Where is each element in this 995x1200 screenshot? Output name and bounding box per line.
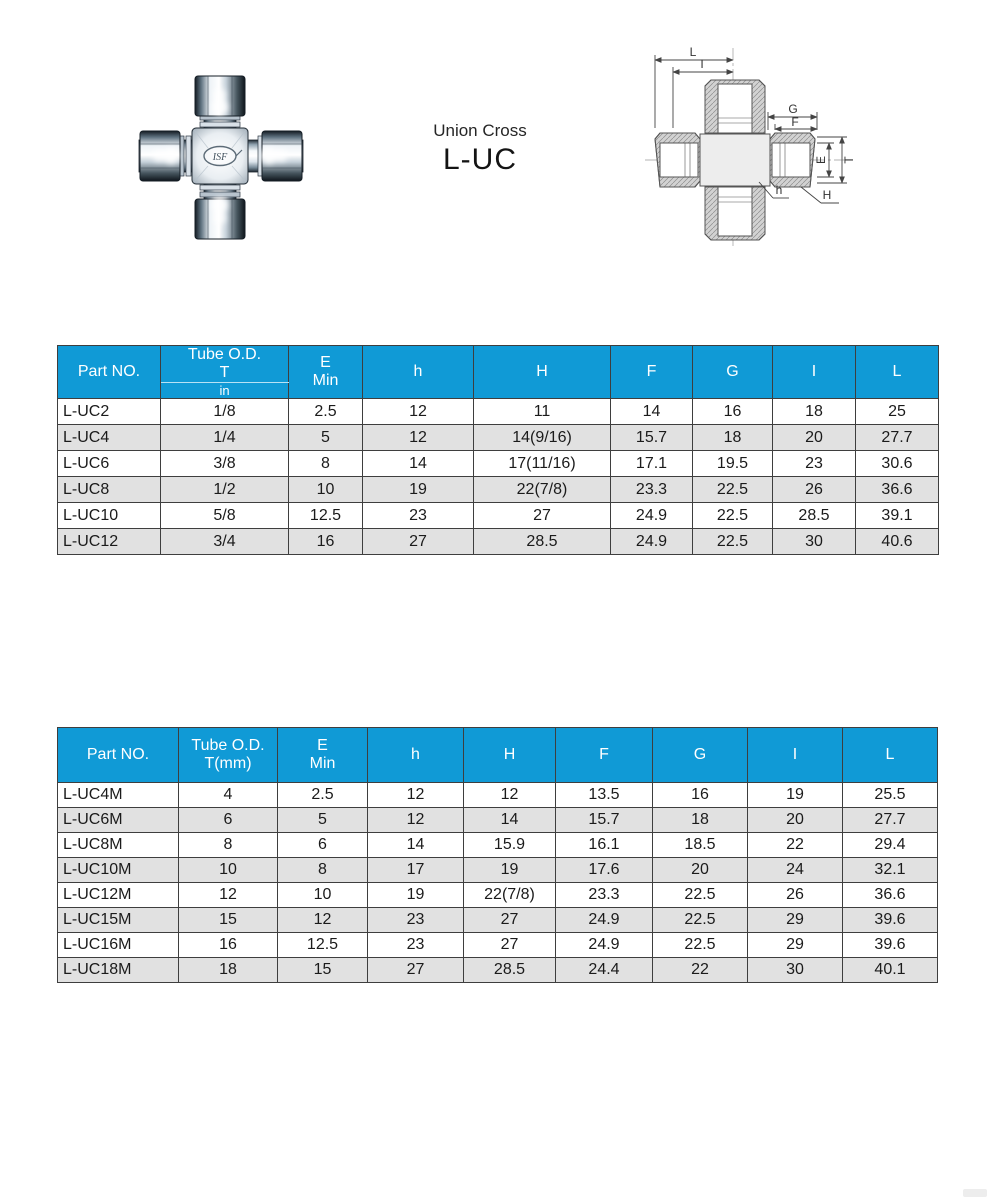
- value-cell: 18: [179, 958, 278, 983]
- value-cell: 18: [773, 399, 856, 425]
- value-cell: 12: [278, 908, 368, 933]
- value-cell: 30.6: [856, 451, 939, 477]
- table-row: [58, 399, 939, 425]
- value-cell: 22.5: [653, 883, 748, 908]
- col-header-tube-od: [179, 728, 278, 783]
- value-cell: 22.5: [693, 503, 773, 529]
- dim-label-E: E: [814, 155, 828, 165]
- inch-dimension-table: [57, 345, 939, 555]
- part-no-cell: L-UC6M: [58, 808, 179, 833]
- value-cell: 28.5: [474, 529, 611, 555]
- part-no-cell: L-UC4M: [58, 783, 179, 808]
- value-cell: 15: [179, 908, 278, 933]
- table-row: [58, 883, 938, 908]
- dim-label-F: F: [791, 115, 799, 129]
- inch-table-header: [58, 346, 939, 399]
- col-header-tube-unit: in: [161, 383, 289, 399]
- value-cell: 22: [653, 958, 748, 983]
- value-cell: 8: [289, 451, 363, 477]
- value-cell: 32.1: [843, 858, 938, 883]
- part-no-cell: L-UC10: [58, 503, 161, 529]
- value-cell: 19: [368, 883, 464, 908]
- value-cell: 22.5: [653, 933, 748, 958]
- part-no-cell: L-UC6: [58, 451, 161, 477]
- title-block: [380, 120, 580, 178]
- table-row: [58, 425, 939, 451]
- dim-label-L: L: [689, 45, 697, 59]
- col-header-h: h: [368, 728, 464, 783]
- col-header-H: H: [464, 728, 556, 783]
- value-cell: 27.7: [843, 808, 938, 833]
- value-cell: 19: [363, 477, 474, 503]
- value-cell: 27: [363, 529, 474, 555]
- fitting-body: [693, 126, 777, 194]
- value-cell: 27: [464, 933, 556, 958]
- value-cell: 28.5: [464, 958, 556, 983]
- value-cell: 17.1: [611, 451, 693, 477]
- value-cell: 24.4: [556, 958, 653, 983]
- col-header-e-min: [289, 346, 363, 399]
- value-cell: 30: [773, 529, 856, 555]
- value-cell: 2.5: [289, 399, 363, 425]
- value-cell: 10: [278, 883, 368, 908]
- value-cell: 8: [179, 833, 278, 858]
- header-line: Min: [309, 755, 336, 772]
- table-row: [58, 783, 938, 808]
- value-cell: 27: [464, 908, 556, 933]
- value-cell: 16: [653, 783, 748, 808]
- isf-logo-text: ISF: [212, 152, 228, 163]
- table-row: [58, 477, 939, 503]
- value-cell: 26: [773, 477, 856, 503]
- value-cell: 12: [363, 399, 474, 425]
- header-line: Tube O.D.: [187, 346, 262, 363]
- value-cell: 24.9: [611, 503, 693, 529]
- value-cell: 14(9/16): [474, 425, 611, 451]
- part-no-cell: L-UC16M: [58, 933, 179, 958]
- value-cell: 12: [464, 783, 556, 808]
- value-cell: 22.5: [653, 908, 748, 933]
- value-cell: 1/2: [161, 477, 289, 503]
- dim-label-I: I: [700, 57, 704, 71]
- value-cell: 26: [748, 883, 843, 908]
- value-cell: 22: [748, 833, 843, 858]
- table-row: [58, 529, 939, 555]
- footer-mark: [963, 1189, 987, 1197]
- value-cell: 16: [693, 399, 773, 425]
- value-cell: 24.9: [556, 908, 653, 933]
- part-no-cell: L-UC15M: [58, 908, 179, 933]
- value-cell: 14: [611, 399, 693, 425]
- value-cell: 1/4: [161, 425, 289, 451]
- part-no-cell: L-UC4: [58, 425, 161, 451]
- value-cell: 20: [773, 425, 856, 451]
- dim-label-h: h: [775, 183, 783, 197]
- col-header-I: I: [773, 346, 856, 399]
- value-cell: 36.6: [856, 477, 939, 503]
- dim-label-G: G: [788, 102, 798, 116]
- value-cell: 6: [278, 833, 368, 858]
- value-cell: 14: [363, 451, 474, 477]
- value-cell: 15: [278, 958, 368, 983]
- col-header-G: G: [653, 728, 748, 783]
- value-cell: 12: [179, 883, 278, 908]
- value-cell: 8: [278, 858, 368, 883]
- header-line: Tube O.D.: [191, 737, 265, 754]
- value-cell: 18.5: [653, 833, 748, 858]
- value-cell: 23.3: [611, 477, 693, 503]
- value-cell: 25.5: [843, 783, 938, 808]
- value-cell: 24.9: [611, 529, 693, 555]
- value-cell: 6: [179, 808, 278, 833]
- col-header-e-min: [278, 728, 368, 783]
- value-cell: 12.5: [289, 503, 363, 529]
- col-header-tube-od: [161, 346, 289, 383]
- value-cell: 27: [474, 503, 611, 529]
- value-cell: 5: [278, 808, 368, 833]
- value-cell: 17.6: [556, 858, 653, 883]
- value-cell: 5/8: [161, 503, 289, 529]
- header-line: T(mm): [204, 755, 252, 772]
- value-cell: 12.5: [278, 933, 368, 958]
- value-cell: 3/8: [161, 451, 289, 477]
- metric-table-header: [58, 728, 938, 783]
- value-cell: 13.5: [556, 783, 653, 808]
- value-cell: 27.7: [856, 425, 939, 451]
- value-cell: 10: [289, 477, 363, 503]
- col-header-H: H: [474, 346, 611, 399]
- value-cell: 17: [368, 858, 464, 883]
- metric-dimension-table: [57, 727, 938, 983]
- value-cell: 16.1: [556, 833, 653, 858]
- value-cell: 12: [368, 783, 464, 808]
- col-header-F: F: [611, 346, 693, 399]
- value-cell: 23.3: [556, 883, 653, 908]
- header-line: Min: [312, 372, 339, 389]
- value-cell: 2.5: [278, 783, 368, 808]
- value-cell: 11: [474, 399, 611, 425]
- value-cell: 27: [368, 958, 464, 983]
- value-cell: 39.6: [843, 908, 938, 933]
- header-line: T: [219, 364, 230, 381]
- value-cell: 23: [773, 451, 856, 477]
- col-header-part-no: Part NO.: [58, 728, 179, 783]
- value-cell: 39.6: [843, 933, 938, 958]
- part-no-cell: L-UC8: [58, 477, 161, 503]
- col-header-F: F: [556, 728, 653, 783]
- value-cell: 28.5: [773, 503, 856, 529]
- value-cell: 40.1: [843, 958, 938, 983]
- col-header-G: G: [693, 346, 773, 399]
- product-name: Union Cross: [433, 121, 527, 140]
- value-cell: 14: [368, 833, 464, 858]
- value-cell: 30: [748, 958, 843, 983]
- col-header-L: L: [856, 346, 939, 399]
- product-photo-graphic: [138, 74, 304, 242]
- value-cell: 15.7: [611, 425, 693, 451]
- col-header-I: I: [748, 728, 843, 783]
- value-cell: 3/4: [161, 529, 289, 555]
- value-cell: 36.6: [843, 883, 938, 908]
- value-cell: 22(7/8): [474, 477, 611, 503]
- part-no-cell: L-UC12M: [58, 883, 179, 908]
- part-no-cell: L-UC10M: [58, 858, 179, 883]
- value-cell: 16: [289, 529, 363, 555]
- product-model: L-UC: [442, 143, 517, 176]
- value-cell: 16: [179, 933, 278, 958]
- value-cell: 25: [856, 399, 939, 425]
- inch-table-body: [58, 399, 939, 555]
- value-cell: 29.4: [843, 833, 938, 858]
- value-cell: 39.1: [856, 503, 939, 529]
- value-cell: 29: [748, 908, 843, 933]
- value-cell: 23: [368, 908, 464, 933]
- value-cell: 10: [179, 858, 278, 883]
- value-cell: 24: [748, 858, 843, 883]
- value-cell: 5: [289, 425, 363, 451]
- value-cell: 12: [368, 808, 464, 833]
- value-cell: 12: [363, 425, 474, 451]
- metric-table-body: [58, 783, 938, 983]
- table-row: [58, 503, 939, 529]
- value-cell: 29: [748, 933, 843, 958]
- value-cell: 19.5: [693, 451, 773, 477]
- value-cell: 1/8: [161, 399, 289, 425]
- technical-drawing: [633, 28, 963, 268]
- value-cell: 22.5: [693, 477, 773, 503]
- part-no-cell: L-UC8M: [58, 833, 179, 858]
- value-cell: 17(11/16): [474, 451, 611, 477]
- table-row: [58, 833, 938, 858]
- dim-label-H: H: [822, 188, 832, 202]
- header-line: E: [320, 354, 331, 371]
- value-cell: 18: [693, 425, 773, 451]
- value-cell: 23: [368, 933, 464, 958]
- value-cell: 20: [653, 858, 748, 883]
- col-header-L: L: [843, 728, 938, 783]
- value-cell: 22(7/8): [464, 883, 556, 908]
- part-no-cell: L-UC12: [58, 529, 161, 555]
- value-cell: 40.6: [856, 529, 939, 555]
- value-cell: 23: [363, 503, 474, 529]
- value-cell: 15.7: [556, 808, 653, 833]
- table-row: [58, 858, 938, 883]
- value-cell: 20: [748, 808, 843, 833]
- part-no-cell: L-UC2: [58, 399, 161, 425]
- col-header-part-no: Part NO.: [58, 346, 161, 399]
- part-no-cell: L-UC18M: [58, 958, 179, 983]
- value-cell: 24.9: [556, 933, 653, 958]
- value-cell: 19: [748, 783, 843, 808]
- value-cell: 19: [464, 858, 556, 883]
- col-header-h: h: [363, 346, 474, 399]
- header-line: E: [317, 737, 328, 754]
- value-cell: 4: [179, 783, 278, 808]
- table-row: [58, 808, 938, 833]
- technical-drawing-graphic: [633, 28, 963, 263]
- table-row: [58, 908, 938, 933]
- product-photo: [138, 74, 304, 247]
- dim-label-T: T: [842, 156, 856, 164]
- value-cell: 15.9: [464, 833, 556, 858]
- value-cell: 18: [653, 808, 748, 833]
- table-row: [58, 958, 938, 983]
- table-row: [58, 451, 939, 477]
- table-row: [58, 933, 938, 958]
- value-cell: 22.5: [693, 529, 773, 555]
- value-cell: 14: [464, 808, 556, 833]
